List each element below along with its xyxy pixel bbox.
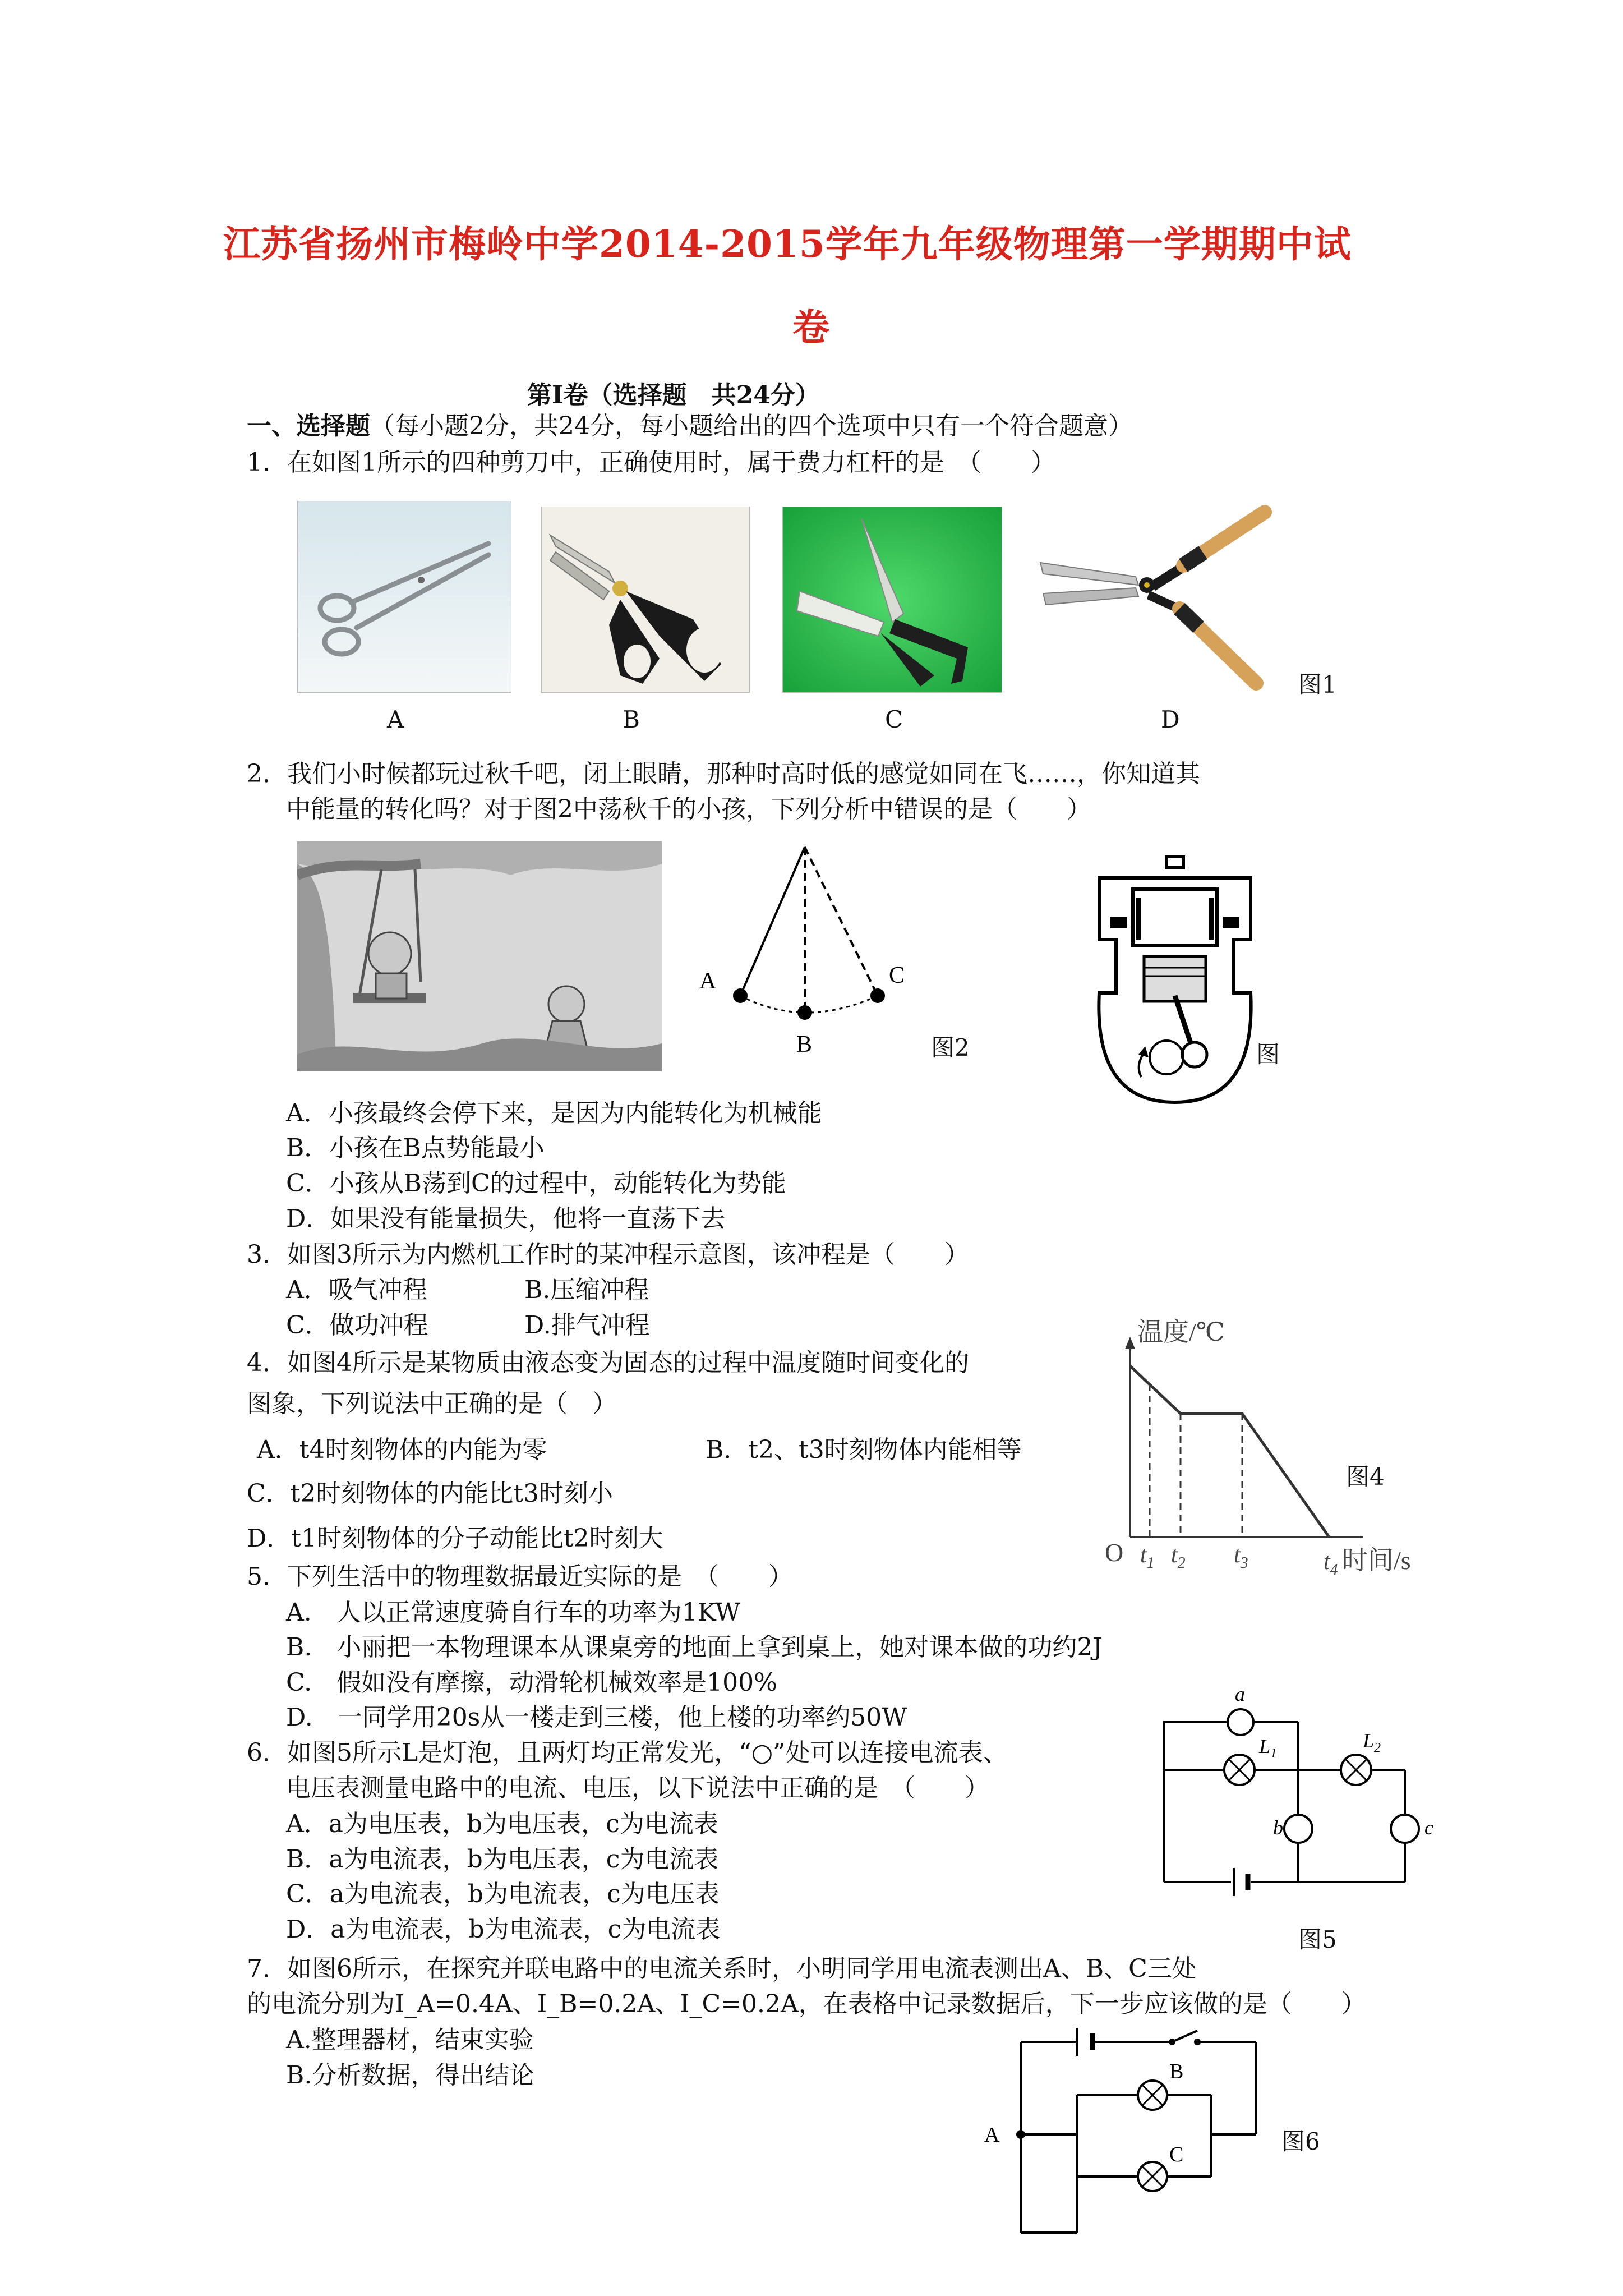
part1-header: 第Ⅰ卷（选择题 共24分） xyxy=(527,381,820,409)
q2-option-a: A．小孩最终会停下来，是因为内能转化为机械能 xyxy=(286,1099,822,1128)
q2-option-b: B．小孩在B点势能最小 xyxy=(286,1134,545,1162)
q5-option-c: C. 假如没有摩擦，动滑轮机械效率是100% xyxy=(286,1668,777,1697)
circuit-fig6 xyxy=(976,2025,1267,2261)
graph-t3-label: $t_3$ xyxy=(1234,1542,1248,1572)
graph-origin-label: O xyxy=(1105,1538,1124,1567)
graph-x-label: 时间/s xyxy=(1342,1546,1411,1575)
q7-option-a: A.整理器材，结束实验 xyxy=(286,2026,534,2054)
circuit-fig5 xyxy=(1161,1683,1453,1918)
q1-option-d: D xyxy=(1161,706,1180,733)
q6-option-c: C．a为电流表，b为电流表，c为电压表 xyxy=(286,1880,720,1908)
q6-option-d: D．a为电流表，b为电流表，c为电流表 xyxy=(286,1915,721,1944)
q3-option-c: C．做功冲程 xyxy=(286,1311,428,1340)
pendulum-label-c: C xyxy=(889,963,905,988)
q2-stem-line1: 2．我们小时候都玩过秋千吧，闭上眼睛，那种时高时低的感觉如同在飞……，你知道其 xyxy=(247,760,1200,788)
pendulum-label-b: B xyxy=(796,1032,813,1057)
q7-stem-line2: 的电流分别为I_A=0.4A、I_B=0.2A、I_C=0.2A，在表格中记录数据后，下一步应该做的是（ ） xyxy=(247,1990,1366,2018)
circuit5-label-c: c xyxy=(1424,1816,1433,1839)
q6-stem-line1: 6．如图5所示L是灯泡，且两灯均正常发光，“○”处可以连接电流表、 xyxy=(247,1738,1008,1767)
q4-option-d: D．t1时刻物体的分子动能比t2时刻大 xyxy=(247,1524,663,1553)
circuit5-label-b: b xyxy=(1273,1816,1283,1839)
circuit5-label-a: a xyxy=(1235,1683,1245,1705)
pendulum-label-a: A xyxy=(699,968,717,994)
graph-y-label: 温度/℃ xyxy=(1137,1318,1225,1346)
q5-option-a: A. 人以正常速度骑自行车的功率为1KW xyxy=(286,1598,741,1627)
scissors-b-image xyxy=(541,507,750,693)
q4-option-c: C．t2时刻物体的内能比t3时刻小 xyxy=(247,1479,614,1508)
page-title-line2: 卷 xyxy=(792,305,830,349)
fig5-label: 图5 xyxy=(1298,1926,1337,1953)
q3-stem: 3．如图3所示为内燃机工作时的某冲程示意图，该冲程是（ ） xyxy=(247,1240,969,1269)
q3-option-b: B.压缩冲程 xyxy=(524,1276,649,1304)
q6-stem-line2: 电压表测量电路中的电流、电压，以下说法中正确的是 （ ） xyxy=(286,1774,989,1802)
scissors-d-image xyxy=(1035,501,1293,694)
swing-illustration xyxy=(297,841,662,1071)
q1-option-a: A xyxy=(387,706,404,733)
q7-option-b: B.分析数据，得出结论 xyxy=(286,2061,534,2090)
q4-option-b: B．t2、t3时刻物体内能相等 xyxy=(706,1435,1022,1464)
circuit6-label-a: A xyxy=(984,2123,1000,2147)
engine-cylinder-diagram xyxy=(1082,855,1267,1108)
q3-option-d: D.排气冲程 xyxy=(524,1311,650,1340)
graph-t2-label: $t_2$ xyxy=(1171,1542,1186,1572)
q4-stem-line2: 图象，下列说法中正确的是（ ） xyxy=(247,1389,617,1418)
fig3-label: 图 xyxy=(1256,1041,1280,1068)
q3-option-a: A．吸气冲程 xyxy=(286,1276,427,1304)
q5-stem: 5．下列生活中的物理数据最近实际的是 （ ） xyxy=(247,1562,793,1591)
pendulum-diagram xyxy=(687,841,939,1077)
q4-option-a: A．t4时刻物体的内能为零 xyxy=(257,1435,547,1464)
q6-option-a: A．a为电压表，b为电压表，c为电流表 xyxy=(286,1810,718,1838)
q5-option-d: D. 一同学用20s从一楼走到三楼，他上楼的功率约50W xyxy=(286,1703,907,1732)
section1-heading xyxy=(247,412,1133,441)
fig1-label: 图1 xyxy=(1298,671,1337,698)
section1-label: 一、选择题 xyxy=(247,412,370,440)
circuit6-label-c: C xyxy=(1169,2143,1184,2166)
page-title-line1: 江苏省扬州市梅岭中学2014-2015学年九年级物理第一学期期中试 xyxy=(223,222,1352,266)
q2-option-d: D．如果没有能量损失，他将一直荡下去 xyxy=(286,1204,726,1233)
q1-option-b: B xyxy=(623,706,640,733)
q5-option-b: B. 小丽把一本物理课本从课桌旁的地面上拿到桌上，她对课本做的功约2J xyxy=(286,1633,1103,1662)
section1-note: （每小题2分，共24分，每小题给出的四个选项中只有一个符合题意） xyxy=(370,412,1133,440)
scissors-a-image xyxy=(297,501,511,693)
q2-stem-line2: 中能量的转化吗？对于图2中荡秋千的小孩，下列分析中错误的是（ ） xyxy=(286,795,1091,823)
scissors-c-image xyxy=(782,507,1002,693)
fig2-label: 图2 xyxy=(931,1034,970,1061)
q7-stem-line1: 7．如图6所示，在探究并联电路中的电流关系时，小明同学用电流表测出A、B、C三处 xyxy=(247,1954,1197,1983)
q6-option-b: B．a为电流表，b为电压表，c为电流表 xyxy=(286,1845,719,1874)
q4-stem-line1: 4．如图4所示是某物质由液态变为固态的过程中温度随时间变化的 xyxy=(247,1349,969,1377)
circuit5-label-l1: $L_1$ xyxy=(1259,1735,1278,1761)
q1-stem: 1．在如图1所示的四种剪刀中，正确使用时，属于费力杠杆的是 （ ） xyxy=(247,448,1055,477)
circuit6-label-b: B xyxy=(1169,2060,1184,2083)
graph-t1-label: $t_1$ xyxy=(1140,1542,1155,1572)
circuit5-label-l2: $L_2$ xyxy=(1363,1729,1381,1755)
graph-t4-label: $t_4$ xyxy=(1324,1549,1338,1579)
q1-option-c: C xyxy=(885,706,903,733)
temperature-time-graph xyxy=(1099,1315,1464,1579)
fig4-label: 图4 xyxy=(1346,1463,1385,1490)
fig6-label: 图6 xyxy=(1281,2128,1320,2155)
q2-option-c: C．小孩从B荡到C的过程中，动能转化为势能 xyxy=(286,1169,786,1198)
